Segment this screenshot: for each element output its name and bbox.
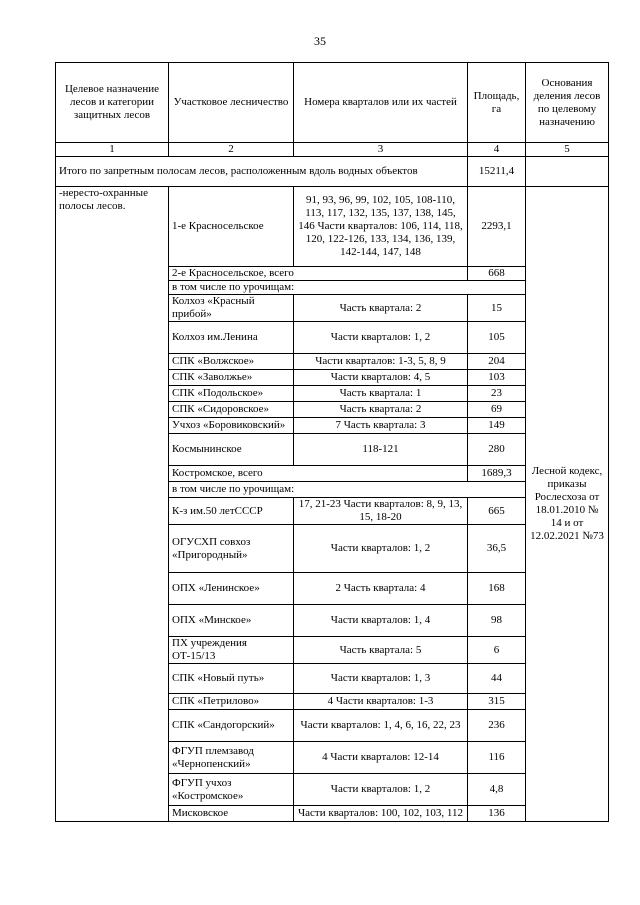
column-number-row	[56, 143, 609, 157]
header-row	[56, 63, 609, 143]
column-number: 5	[526, 143, 609, 157]
area-value: 315	[468, 694, 526, 710]
total-label: Итого по запретным полосам лесов, расположенным вдоль водных объектов	[56, 157, 468, 187]
area-value: 6	[468, 637, 526, 664]
area-value: 44	[468, 664, 526, 694]
quarter-numbers: Части кварталов: 1, 3	[294, 664, 468, 694]
quarter-numbers: 4 Части кварталов: 1-3	[294, 694, 468, 710]
district-name: Учхоз «Боровиковский»	[169, 418, 294, 434]
column-number: 4	[468, 143, 526, 157]
quarter-numbers: 2 Часть квартала: 4	[294, 573, 468, 605]
area-value: 280	[468, 434, 526, 466]
header-area: Площадь, га	[468, 63, 526, 143]
quarter-numbers: Часть квартала: 5	[294, 637, 468, 664]
subtotal-label: Костромское, всего	[169, 466, 468, 482]
quarter-numbers: 91, 93, 96, 99, 102, 105, 108-110, 113, 117, 132, 135, 137, 138, 145, 146 Части кварталов: 106, 114, 118, 120, 122-126, 133, 134, 136, 139, 142-144, 147, 148	[294, 187, 468, 267]
subheading-label: в том числе по урочищам:	[169, 482, 526, 498]
area-value: 665	[468, 498, 526, 525]
quarter-numbers: Части кварталов: 1, 2	[294, 322, 468, 354]
quarter-numbers: Часть квартала: 2	[294, 295, 468, 322]
forest-table	[55, 62, 609, 822]
quarter-numbers: Части кварталов: 1, 4	[294, 605, 468, 637]
district-name: 1-е Красносельское	[169, 187, 294, 267]
area-value: 103	[468, 370, 526, 386]
quarter-numbers: Часть квартала: 1	[294, 386, 468, 402]
district-name: ФГУП учхоз «Костромское»	[169, 774, 294, 806]
column-number: 2	[169, 143, 294, 157]
district-name: Колхоз им.Ленина	[169, 322, 294, 354]
area-value: 149	[468, 418, 526, 434]
district-name: СПК «Заволжье»	[169, 370, 294, 386]
page-number: 35	[314, 34, 326, 48]
district-name: Космынинское	[169, 434, 294, 466]
district-name: ОПХ «Ленинское»	[169, 573, 294, 605]
quarter-numbers: 4 Части кварталов: 12-14	[294, 742, 468, 774]
district-name: СПК «Сидоровское»	[169, 402, 294, 418]
area-value: 204	[468, 354, 526, 370]
header-district: Участковое лесничество	[169, 63, 294, 143]
district-name: СПК «Волжское»	[169, 354, 294, 370]
column-number: 3	[294, 143, 468, 157]
area-value: 2293,1	[468, 187, 526, 267]
total-row	[56, 157, 609, 187]
area-value: 98	[468, 605, 526, 637]
column-number: 1	[56, 143, 169, 157]
quarter-numbers: Части кварталов: 100, 102, 103, 112	[294, 806, 468, 822]
header-quarters: Номера кварталов или их частей	[294, 63, 468, 143]
area-value: 36,5	[468, 525, 526, 573]
district-name: Мисковское	[169, 806, 294, 822]
header-purpose: Целевое назначение лесов и категории защитных лесов	[56, 63, 169, 143]
table-row	[56, 187, 609, 267]
total-area: 15211,4	[468, 157, 526, 187]
category-cell: -нересто-охранные полосы лесов.	[56, 187, 169, 822]
district-name: ОГУСХП совхоз «Пригородный»	[169, 525, 294, 573]
district-name: ПХ учреждения ОТ-15/13	[169, 637, 294, 664]
quarter-numbers: Части кварталов: 1-3, 5, 8, 9	[294, 354, 468, 370]
subtotal-area: 668	[468, 267, 526, 281]
district-name: СПК «Сандогорский»	[169, 710, 294, 742]
district-name: ФГУП племзавод «Чернопенский»	[169, 742, 294, 774]
empty-cell	[526, 157, 609, 187]
district-name: Колхоз «Красный прибой»	[169, 295, 294, 322]
area-value: 23	[468, 386, 526, 402]
quarter-numbers: 17, 21-23 Части кварталов: 8, 9, 13, 15, 18-20	[294, 498, 468, 525]
district-name: К-з им.50 летСССР	[169, 498, 294, 525]
area-value: 15	[468, 295, 526, 322]
area-value: 116	[468, 742, 526, 774]
area-value: 105	[468, 322, 526, 354]
subtotal-area: 1689,3	[468, 466, 526, 482]
area-value: 69	[468, 402, 526, 418]
quarter-numbers: Части кварталов: 1, 4, 6, 16, 22, 23	[294, 710, 468, 742]
basis-cell: Лесной кодекс, приказы Рослесхоза от 18.01.2010 № 14 и от 12.02.2021 №73	[526, 187, 609, 822]
district-name: СПК «Петрилово»	[169, 694, 294, 710]
district-name: ОПХ «Минское»	[169, 605, 294, 637]
quarter-numbers: Части кварталов: 4, 5	[294, 370, 468, 386]
header-basis: Основания деления лесов по целевому назначению	[526, 63, 609, 143]
subheading-label: в том числе по урочищам:	[169, 281, 526, 295]
quarter-numbers: 118-121	[294, 434, 468, 466]
subtotal-label: 2-е Красносельское, всего	[169, 267, 468, 281]
quarter-numbers: Части кварталов: 1, 2	[294, 774, 468, 806]
quarter-numbers: Части кварталов: 1, 2	[294, 525, 468, 573]
quarter-numbers: 7 Часть квартала: 3	[294, 418, 468, 434]
area-value: 168	[468, 573, 526, 605]
district-name: СПК «Новый путь»	[169, 664, 294, 694]
area-value: 4,8	[468, 774, 526, 806]
area-value: 236	[468, 710, 526, 742]
area-value: 136	[468, 806, 526, 822]
quarter-numbers: Часть квартала: 2	[294, 402, 468, 418]
district-name: СПК «Подольское»	[169, 386, 294, 402]
